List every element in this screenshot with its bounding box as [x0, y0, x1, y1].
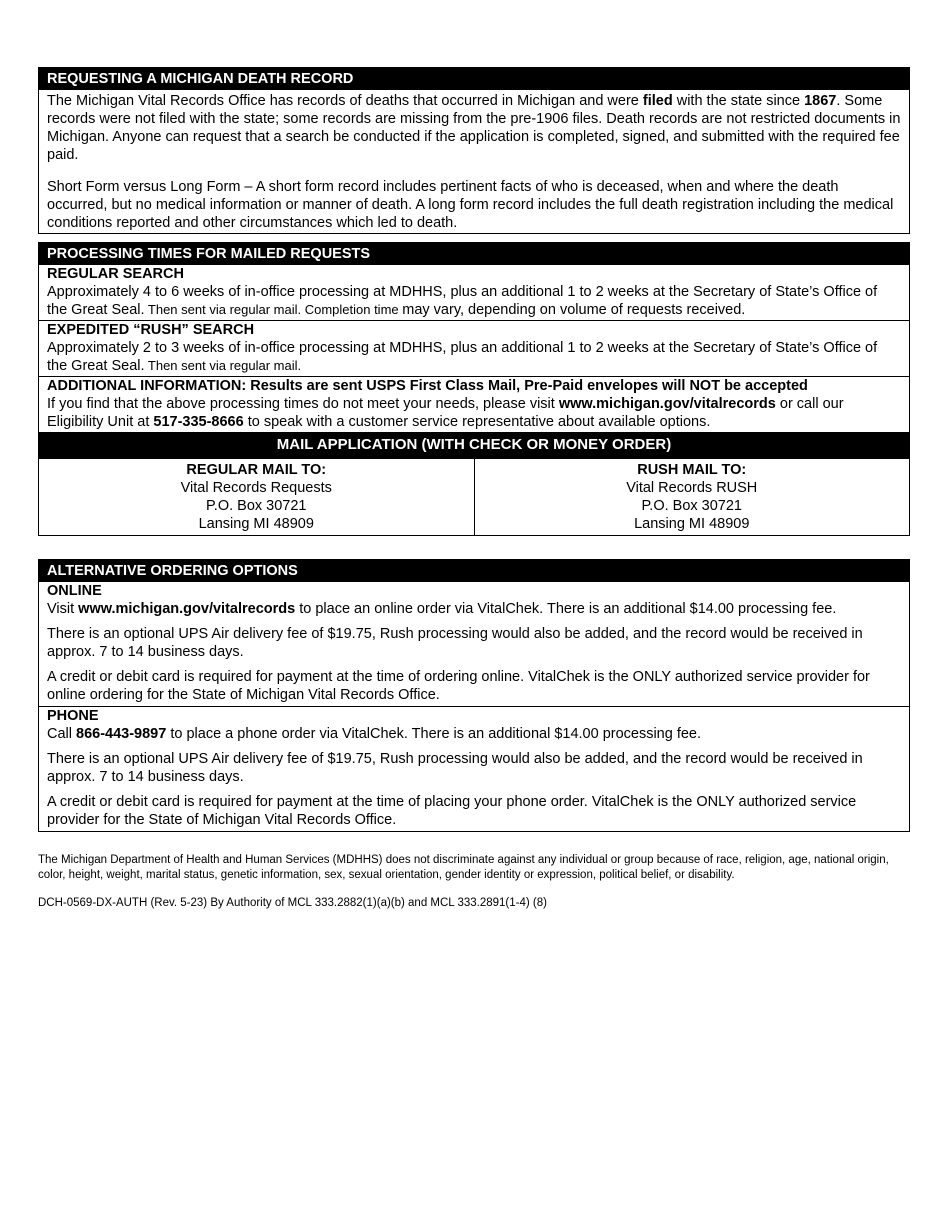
- death-record-paragraph-2: Short Form versus Long Form – A short form record includes pertinent facts of who is deceased, when and where the death occurred, but no medical information or manner of death. A long form record includes the full death registration including the medical conditions reported and other circumstances which led to death.: [47, 179, 894, 231]
- regular-mail-line-2: P.O. Box 30721: [205, 498, 307, 514]
- phone-text-b: to place a phone order via VitalChek. There is an additional $14.00 processing fee.: [166, 726, 702, 742]
- vitalchek-phone: 866-443-9897: [76, 726, 167, 742]
- phone-block: [39, 706, 909, 831]
- regular-mail-title: REGULAR MAIL TO:: [186, 462, 327, 478]
- nondiscrimination-notice: The Michigan Department of Health and Human Services (MDHHS) does not discriminate against any individual or group because of race, religion, age, national origin, color, height, weight, marital status, genetic information, sex, sexual orientation, gender identity or expression, political belief, or disability.: [38, 854, 889, 881]
- phone-paragraph-1: [47, 725, 901, 743]
- regular-small-text: Then sent via regular mail. Completion time: [144, 302, 403, 317]
- rush-search-text: [47, 339, 901, 375]
- p1-year: 1867: [804, 93, 837, 109]
- regular-text: Approximately 4 to 6 weeks of in-office processing at MDHHS, plus an additional 1 to 2 weeks at the Secretary of State’s Office of the Great Seal.: [47, 284, 878, 318]
- rush-mail-line-3: Lansing MI 48909: [634, 516, 750, 532]
- regular-mail-line-1: Vital Records Requests: [180, 480, 332, 496]
- mail-addresses: [39, 459, 909, 535]
- addl-text-c: to speak with a customer service representative about available options.: [243, 414, 711, 430]
- phone-text-a: Call: [47, 726, 77, 742]
- online-paragraph-1: [47, 600, 901, 618]
- regular-mail-line-3: Lansing MI 48909: [198, 516, 314, 532]
- alternative-ordering-header: ALTERNATIVE ORDERING OPTIONS: [39, 560, 909, 582]
- alternative-ordering-section: [38, 559, 910, 832]
- p1-filed: filed: [642, 93, 673, 109]
- rush-mail-title: RUSH MAIL TO:: [637, 462, 747, 478]
- death-record-paragraph-1: [47, 92, 901, 164]
- mail-application-header: MAIL APPLICATION (WITH CHECK OR MONEY ORDER): [39, 432, 909, 459]
- p1-text-a: The Michigan Vital Records Office has records of deaths that occurred in Michigan and were: [47, 93, 643, 109]
- additional-info-block: [39, 376, 909, 432]
- online-paragraph-3: A credit or debit card is required for payment at the time of ordering online. VitalChek is the ONLY authorized service provider for online ordering for the State of Michigan Vital Records Office.: [47, 669, 870, 703]
- phone-title: PHONE: [47, 708, 99, 724]
- processing-times-header: PROCESSING TIMES FOR MAILED REQUESTS: [39, 243, 909, 265]
- addl-text-b: or call our Eligibility Unit at: [47, 396, 844, 430]
- regular-search-block: [39, 265, 909, 320]
- vital-records-link[interactable]: www.michigan.gov/vitalrecords: [558, 396, 776, 412]
- p1-text-c: with the state since: [672, 93, 805, 109]
- form-identifier: DCH-0569-DX-AUTH (Rev. 5-23) By Authority of MCL 333.2882(1)(a)(b) and MCL 333.2891(1-4) (8): [38, 897, 547, 909]
- regular-tail-text: may vary, depending on volume of requests received.: [402, 302, 746, 318]
- addl-text-a: If you find that the above processing times do not meet your needs, please visit: [47, 396, 559, 412]
- regular-mail-address: [39, 459, 474, 535]
- phone-paragraph-2: There is an optional UPS Air delivery fee of $19.75, Rush processing would also be added, and the record would be received in approx. 7 to 14 business days.: [47, 751, 863, 785]
- online-text-b: to place an online order via VitalChek. There is an additional $14.00 processing fee.: [295, 601, 837, 617]
- rush-mail-line-2: P.O. Box 30721: [641, 498, 742, 514]
- phone-paragraph-3: A credit or debit card is required for payment at the time of placing your phone order. VitalChek is the ONLY authorized service provider for the State of Michigan Vital Records Office.: [47, 794, 857, 828]
- online-title: ONLINE: [47, 583, 102, 599]
- p1-text-e: . Some records were not filed with the state; some records are missing from the pre-1906 files. Death records are not restricted documents in Michigan. Anyone can request that a search be conducted if the application is completed, signed, and submitted with the required fee paid.: [47, 93, 901, 163]
- rush-text: Approximately 2 to 3 weeks of in-office processing at MDHHS, plus an additional 1 to 2 weeks at the Secretary of State’s Office of the Great Seal.: [47, 340, 878, 374]
- death-record-body: [39, 90, 909, 233]
- regular-search-title: REGULAR SEARCH: [47, 266, 184, 282]
- rush-mail-line-1: Vital Records RUSH: [626, 480, 758, 496]
- additional-info-text: [47, 395, 901, 431]
- rush-search-title: EXPEDITED “RUSH” SEARCH: [47, 322, 255, 338]
- death-record-header: REQUESTING A MICHIGAN DEATH RECORD: [39, 68, 909, 90]
- online-vital-records-link[interactable]: www.michigan.gov/vitalrecords: [78, 601, 296, 617]
- online-text-a: Visit: [47, 601, 79, 617]
- rush-mail-address: [474, 459, 910, 535]
- regular-search-text: [47, 283, 901, 319]
- online-paragraph-2: There is an optional UPS Air delivery fee of $19.75, Rush processing would also be added, and the record would be received in approx. 7 to 14 business days.: [47, 626, 863, 660]
- death-record-section: [38, 67, 910, 234]
- rush-small-text: Then sent via regular mail.: [144, 358, 302, 373]
- additional-info-title: ADDITIONAL INFORMATION: Results are sent USPS First Class Mail, Pre-Paid envelopes will NOT be accepted: [47, 378, 808, 394]
- online-block: [39, 582, 909, 706]
- eligibility-phone: 517-335-8666: [153, 414, 244, 430]
- processing-times-section: [38, 242, 910, 536]
- rush-search-block: [39, 320, 909, 376]
